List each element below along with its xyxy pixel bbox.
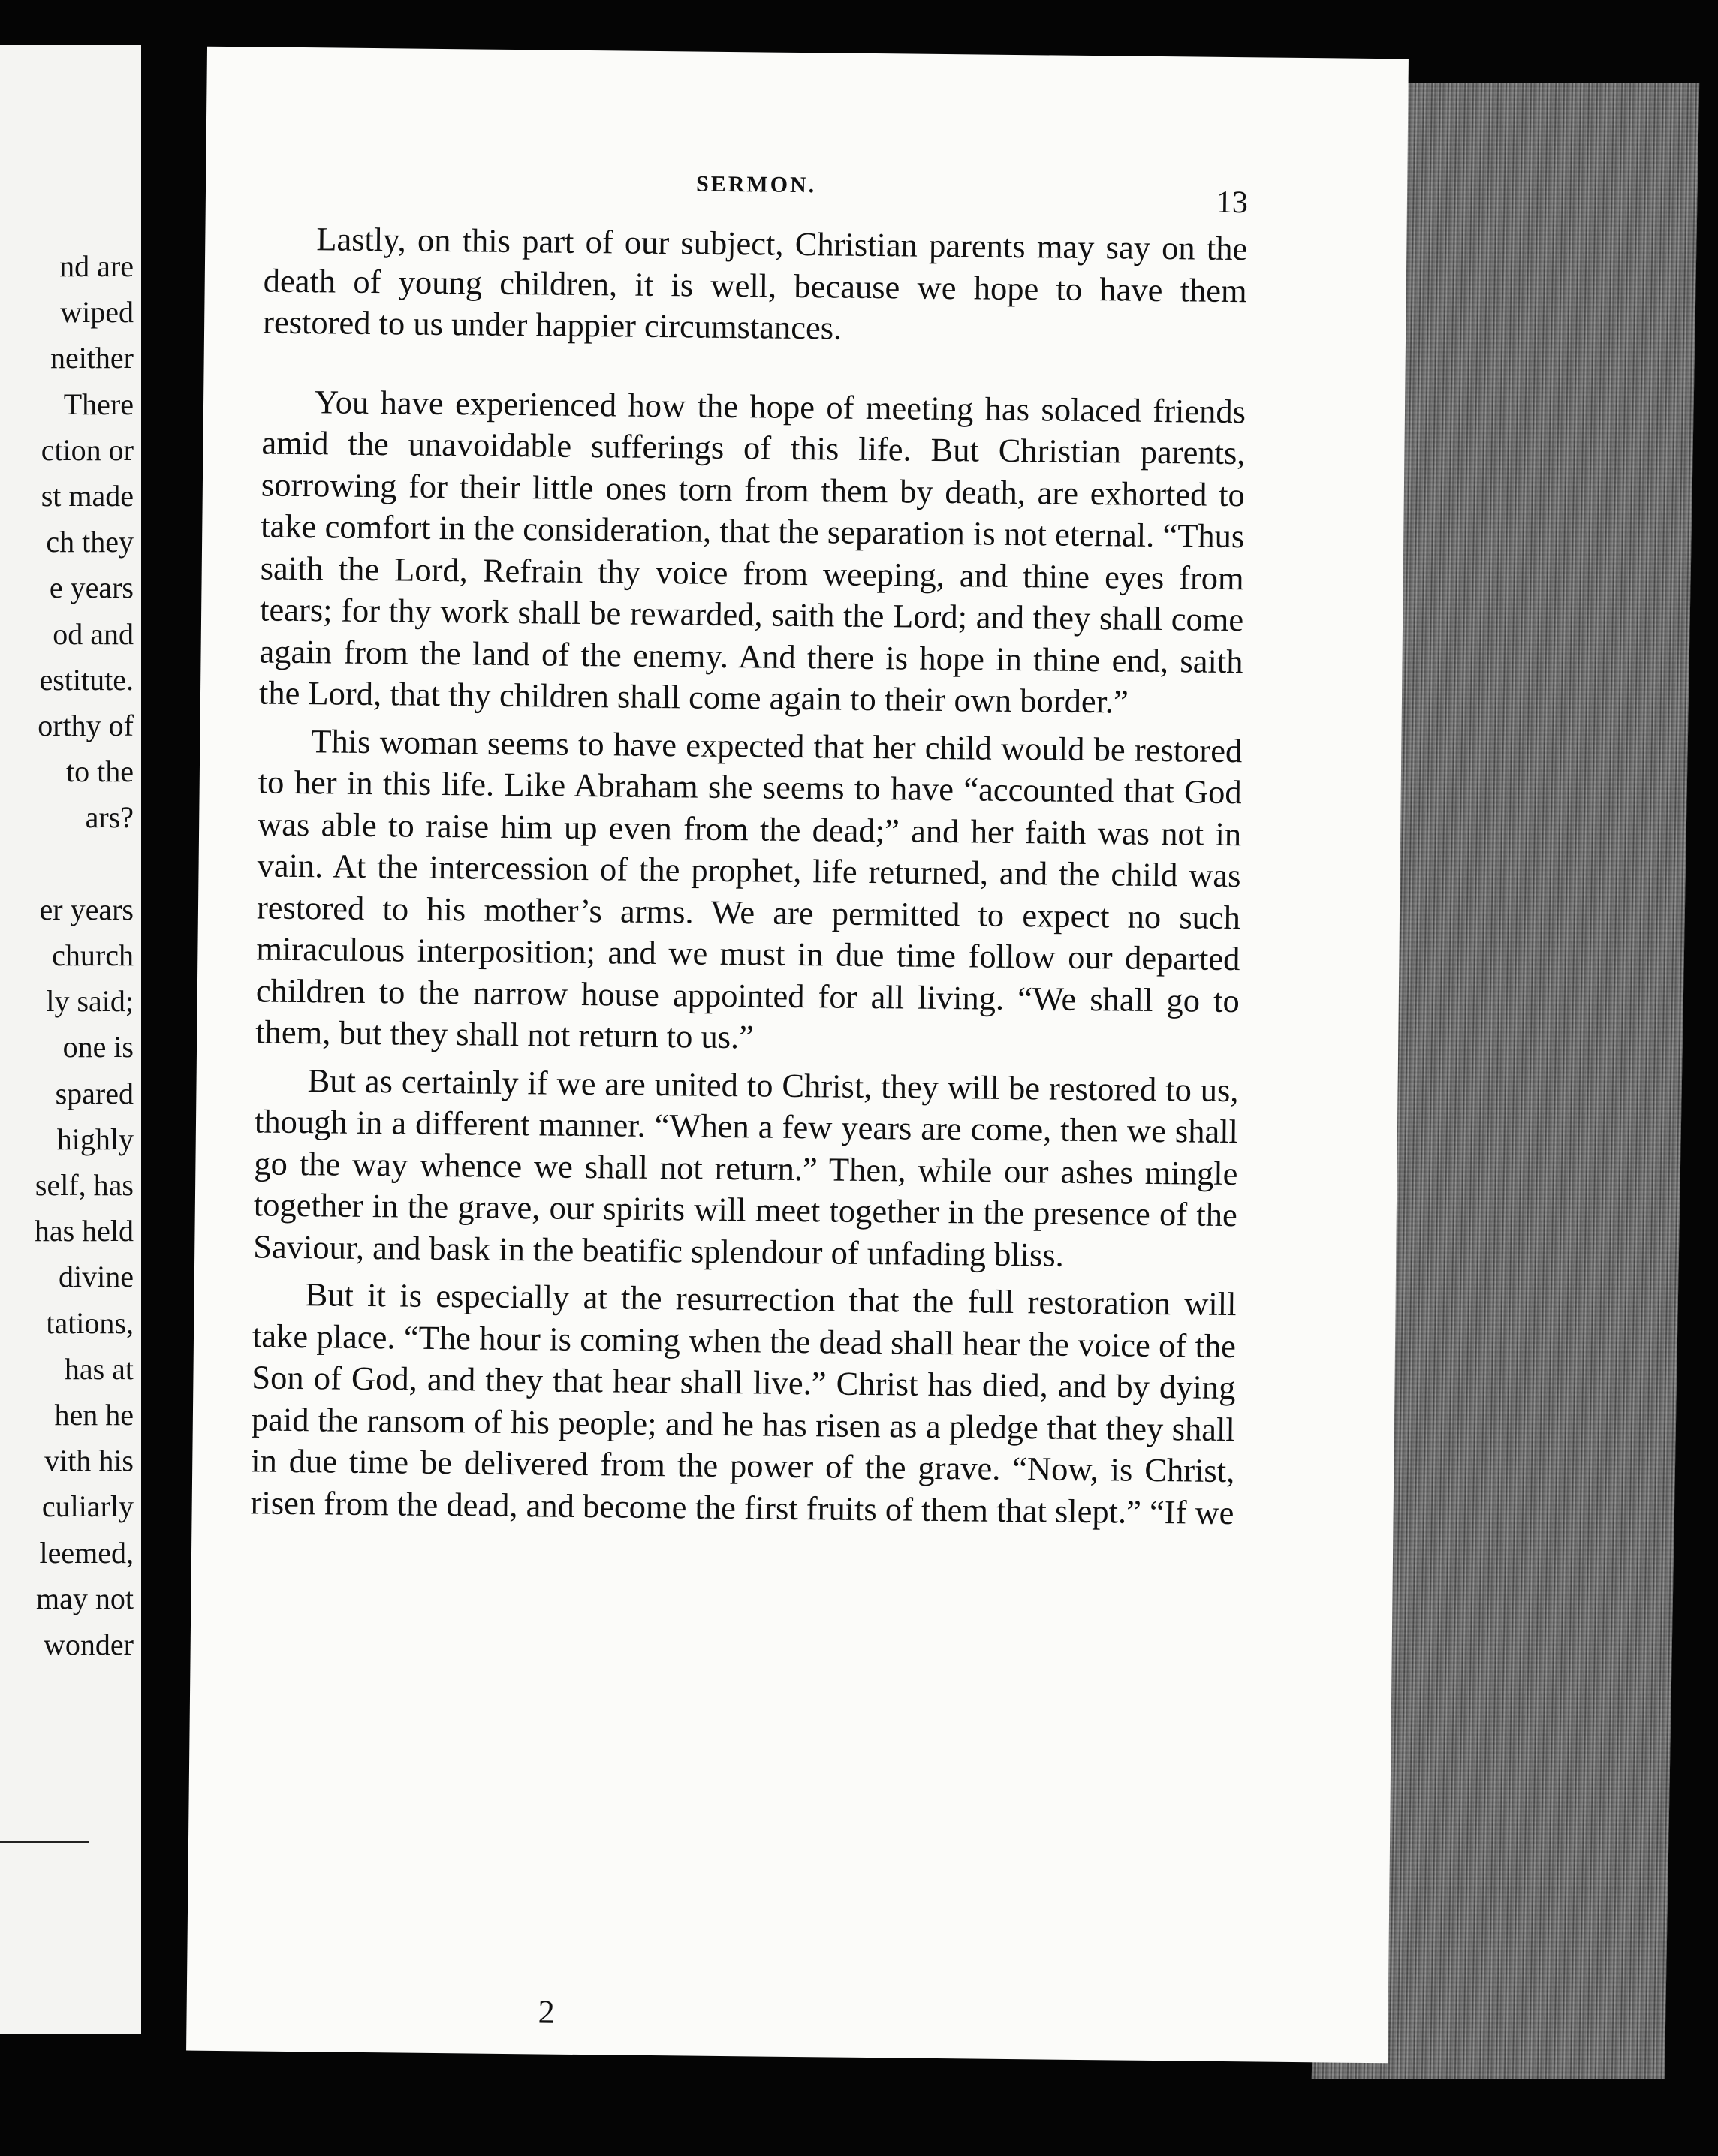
left-page-line: st made — [41, 479, 134, 513]
paragraph: But as certainly if we are united to Christ, they will be restored to us, though in a different manner. “When a few years are come, then we shall go the way whence we shall not return.” Then, while our ashes mingle together in the grave, our spirits will meet together in the presence of the Saviour, and bask in the beatific splendour of unfading bliss. — [253, 1061, 1239, 1274]
left-page-line: vith his — [44, 1444, 134, 1478]
left-page-line: tations, — [46, 1305, 134, 1340]
left-facing-page — [0, 45, 141, 2034]
left-page-line: culiarly — [41, 1489, 134, 1524]
left-page-line: church — [52, 938, 134, 972]
paragraph: Lastly, on this part of our subject, Christian parents may say on the death of young children, it is well, because we hope to have them restored to us under happier circumstances. — [262, 220, 1248, 347]
left-page-line: highly — [56, 1122, 134, 1156]
running-head-title: SERMON. — [695, 171, 817, 198]
page-content — [250, 167, 1249, 2031]
left-page-line: ction or — [41, 432, 134, 467]
left-page-line: self, has — [35, 1168, 134, 1202]
left-page-line: spared — [55, 1076, 134, 1110]
left-page-line: er years — [39, 892, 134, 926]
left-page-line: ch they — [46, 525, 134, 559]
body-text — [250, 218, 1247, 1534]
page-number: 13 — [1216, 185, 1249, 221]
left-page-line: one is — [62, 1030, 134, 1064]
left-page-line: leemed, — [39, 1535, 134, 1570]
paragraph: This woman seems to have expected that her child would be restored to her in this life. Like Abraham she seems to have “accounted that God was able to raise him up even from the dead;” and her faith was not in vain. At the intercession of the prophet, life returned, and the child was restored to his mother’s arms. We are permitted to expect no such miraculous interposition; and we must in due time follow our departed children to the narrow house appointed for all living. “We shall go to them, but they shall not return to us.” — [255, 721, 1243, 1056]
book-page — [186, 47, 1409, 2064]
left-page-line: to the — [66, 754, 134, 789]
paragraph: But it is especially at the resurrection that the full restoration will take place. “The hour is coming when the dead shall hear the voice of the Son of God, and they that hear shall live.” Christ has died, and by dying paid the ransom of his people; and he has risen as a pledge that they shall in due time be delivered from the power of the grave. “Now, is Christ, risen from the dead, and become the first fruits of them that slept.” “If we — [250, 1275, 1237, 1531]
left-page-line: ars? — [85, 800, 134, 835]
left-page-line: has held — [34, 1214, 134, 1248]
left-page-line: od and — [53, 616, 134, 651]
signature-mark: 2 — [538, 1993, 555, 2031]
left-page-rule — [0, 1841, 89, 1843]
left-page-line: may not — [36, 1581, 134, 1615]
left-page-line: estitute. — [39, 662, 134, 697]
left-page-line: wonder — [44, 1628, 134, 1661]
running-head — [264, 167, 1249, 223]
left-page-line: hen he — [54, 1398, 134, 1432]
left-page-line: neither — [50, 341, 134, 375]
left-page-line: orthy of — [38, 709, 134, 742]
left-page-line: ly said; — [46, 984, 134, 1019]
paragraph: You have experienced how the hope of meeting has solaced friends amid the unavoidable sufferings of this life. But Christian parents, sorrowing for their little ones torn from them by death, are exhorted to take comfort in the consideration, that the separation is not eternal. “Thus saith the Lord, Refrain thy voice from weeping, and thine eyes from tears; for thy work shall be rewarded, saith the Lord; and they shall come again from the land of the enemy. And there is hope in thine end, saith the Lord, that thy children shall come again to their own border.” — [258, 382, 1246, 721]
left-page-line: divine — [59, 1260, 134, 1294]
left-page-line: nd are — [59, 249, 134, 283]
left-page-line: wiped — [60, 295, 134, 330]
left-page-line: There — [63, 387, 134, 421]
left-page-line: has at — [64, 1351, 134, 1386]
left-page-line: e years — [49, 571, 134, 605]
